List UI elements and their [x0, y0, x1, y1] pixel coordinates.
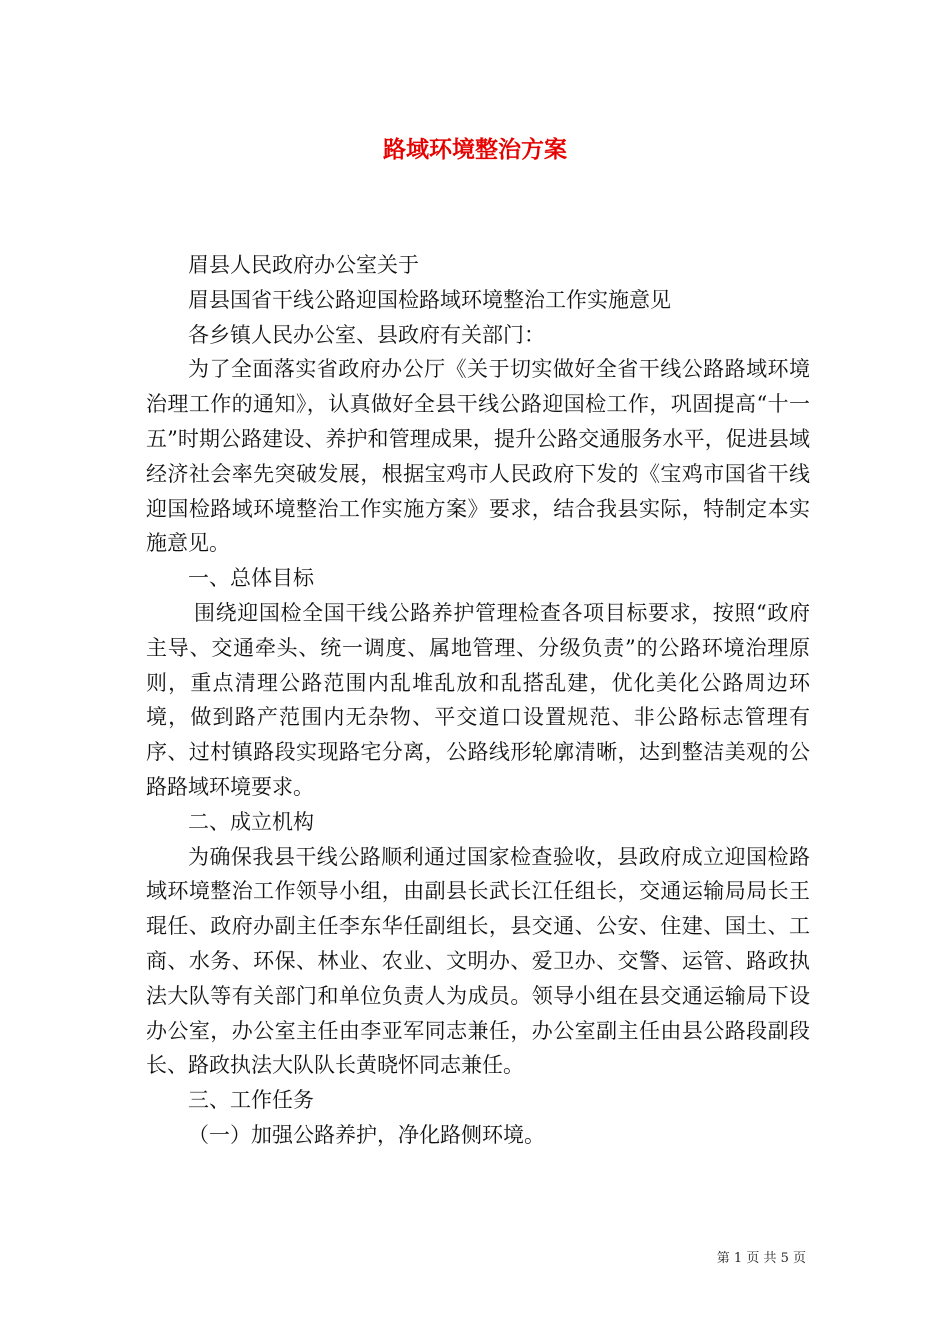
page-number-footer: 第 1 页 共 5 页 — [716, 1251, 806, 1266]
section-heading-organization: 二、成立机构 — [188, 809, 314, 834]
section-heading-tasks: 三、工作任务 — [188, 1088, 314, 1113]
section-heading-goals: 一、总体目标 — [188, 566, 314, 591]
addressee-line: 各乡镇人民办公室、县政府有关部门： — [188, 322, 545, 347]
goals-paragraph: 围绕迎国检全国干线公路养护管理检查各项目标要求，按照“政府主导、交通牵头、统一调度、属地管理、分级负责”的公路环境治理原则，重点清理公路范围内乱堆乱放和乱搭乱建，优化美化公路周边环境，做到路产范围内无杂物、平交道口设置规范、非公路标志管理有序、过村镇路段实现路宅分离，公路线形轮廓清晰，达到整洁美观的公路路域环境要求。 — [146, 600, 810, 799]
heading-line-1: 眉县人民政府办公室关于 — [188, 253, 419, 277]
organization-paragraph: 为确保我县干线公路顺利通过国家检查验收，县政府成立迎国检路域环境整治工作领导小组，由副县长武长江任组长，交通运输局局长王琨任、政府办副主任李东华任副组长，县交通、公安、住建、国土、工商、水务、环保、林业、农业、文明办、爱卫办、交警、运管、路政执法大队等有关部门和单位负责人为成员。领导小组在县交通运输局下设办公室，办公室主任由李亚军同志兼任，办公室副主任由县公路段副段长、路政执法大队队长黄晓怀同志兼任。 — [146, 844, 810, 1078]
document-title: 路域环境整治方案 — [383, 136, 567, 163]
intro-paragraph: 为了全面落实省政府办公厅《关于切实做好全省干线公路路域环境治理工作的通知》，认真做好全县干线公路迎国检工作，巩固提高“十一五”时期公路建设、养护和管理成果，提升公路交通服务水平，促进县域经济社会率先突破发展，根据宝鸡市人民政府下发的《宝鸡市国省干线迎国检路域环境整治工作实施方案》要求，结合我县实际，特制定本实施意见。 — [146, 357, 810, 556]
heading-line-2: 眉县国省干线公路迎国检路域环境整治工作实施意见 — [188, 287, 671, 312]
task-item-1: （一）加强公路养护，净化路侧环境。 — [188, 1122, 545, 1147]
document-body — [146, 248, 810, 1153]
